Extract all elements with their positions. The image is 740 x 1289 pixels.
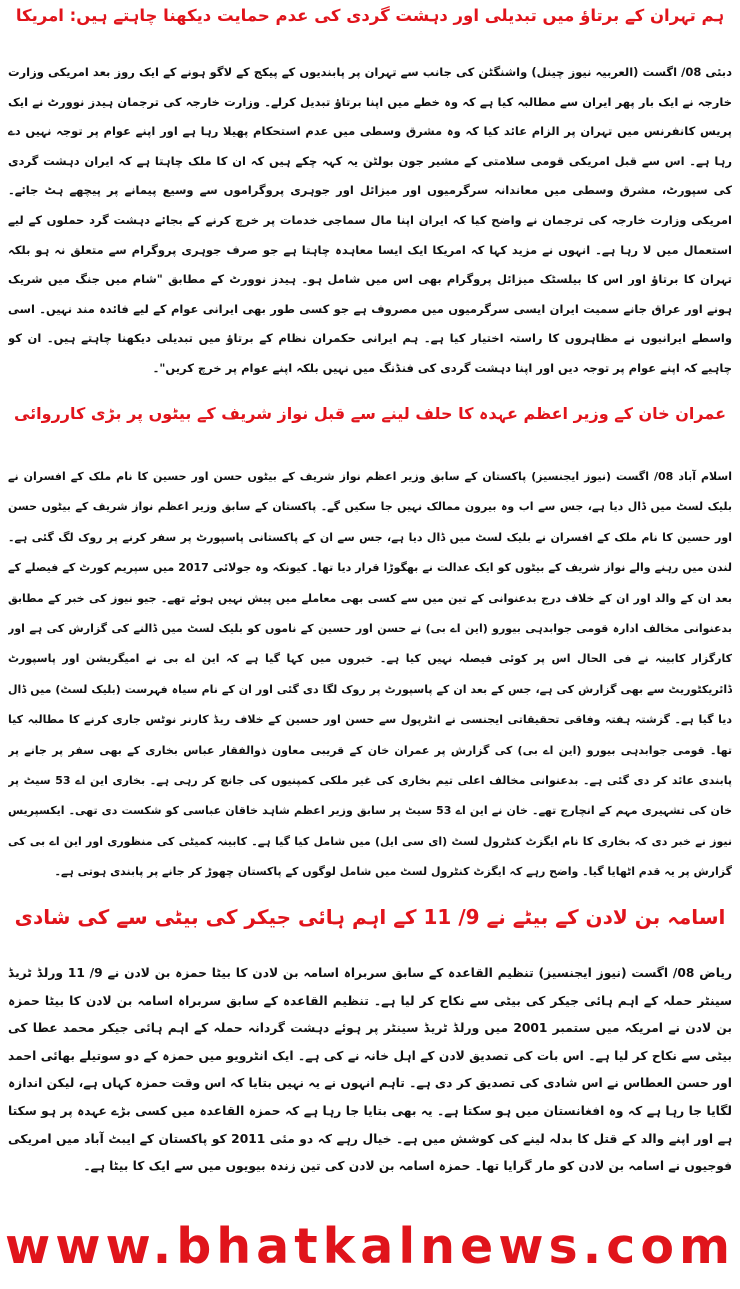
headline-bin-laden-son: اسامہ بن لادن کے بیٹے نے 9/ 11 کے اہم ہائی جیکر کی بیٹی سے کی شادی xyxy=(14,905,726,929)
article-body-iran: دبئی 08/ اگست (العربیہ نیوز چینل) واشنگٹن کی جانب سے تہران پر پابندیوں کے پیکج کے لاگو ہونے کے ایک روز بعد امریکی وزارت خارجہ نے ایک بار پھر ایران سے مطالبہ کیا ہے کہ وہ خطے میں اپنا برتاؤ تبدیل کرلے۔ وزارت خارجہ کی ترجمان ہیدز نوورٹ نے ایک پریس کانفرنس میں تہران پر الزام عائد کیا کہ وہ مشرق وسطی میں عدم استحکام پھیلا رہا ہے اور اپنے عوام پر توجہ نہیں دے رہا ہے۔ اس سے قبل امریکی قومی سلامتی کے مشیر جون بولٹن یہ کہہ چکے ہیں کہ ان کا ملک چاہتا ہے کہ ایران دہشت گردی کی سپورٹ، مشرق وسطی میں معاندانہ سرگرمیوں اور میزائل اور جوہری پروگراموں سے وسیع پیمانے پر پیچھے ہٹ جائے۔ امریکی وزارت خارجہ کی ترجمان نے واضح کیا کہ ایران اپنا مال سماجی خدمات پر خرچ کرنے کے بجائے دہشت گرد حملوں کے لیے استعمال میں لا رہا ہے۔ انہوں نے مزید کہا کہ امریکا ایک ایسا معاہدہ چاہتا ہے جو صرف جوہری پروگرام سے متعلق نہ ہو بلکہ تہران کا برتاؤ اور اس کا بیلسٹک میزائل پروگرام بھی اس میں شامل ہو۔ ہیدز نوورٹ کے مطابق "شام میں جنگ میں شریک ہونے اور عراق جانے سمیت ایران ایسی سرگرمیوں میں مصروف ہے جو کسی طور بھی ایرانی عوام کے لیے فائدہ مند نہیں۔ اسی واسطے ایرانیوں نے مظاہروں کا راستہ اختیار کیا ہے۔ ہم ایرانی حکمران نظام کے برتاؤ میں تبدیلی دیکھنا چاہتے ہیں۔ ان کو چاہیے کہ اپنے عوام پر توجہ دیں اور اپنا دہشت گردی کی فنڈنگ میں نہیں بلکہ اپنے عوام پر خرچ کریں"۔ xyxy=(8,65,732,375)
article-body-hamza-bin-laden: ریاض 08/ اگست (نیوز ایجنسیز) تنظیم القاعدہ کے سابق سربراہ اسامہ بن لادن کا بیٹا حمزہ بن لادن نے 9/ 11 ورلڈ ٹریڈ سینٹر حملہ کے اہم ہائی جیکر کی بیٹی سے نکاح کر لیا ہے۔ تنظیم القاعدہ کے سابق سربراہ اسامہ بن لادن کا بیٹا حمزہ بن لادن نے امریکہ میں ستمبر 2001 میں ورلڈ ٹریڈ سینٹر پر ہوئے دہشت گردانہ حملہ کے اہم ہائی جیکر محمد عطا کی بیٹی سے نکاح کر لیا ہے۔ اس بات کی تصدیق لادن کے اہل خانہ نے کی ہے۔ ایک انٹرویو میں حمزہ کے دو سوتیلے بھائی احمد اور حسن العطاس نے اس شادی کی تصدیق کر دی ہے۔ تاہم انہوں نے یہ نہیں بتایا کہ اس وقت حمزہ کہاں ہے، لیکن اندازہ لگایا جا رہا ہے کہ وہ افغانستان میں ہو سکتا ہے۔ یہ بھی بتایا جا رہا ہے کہ حمزہ القاعدہ میں کسی بڑے عہدہ پر ہو سکتا ہے اور اپنے والد کے قتل کا بدلہ لینے کی کوشش میں ہے۔ خیال رہے کہ دو مئی 2011 کو پاکستان کے ایبٹ آباد میں امریکی فوجیوں نے اسامہ بن لادن کو مار گرایا تھا۔ حمزہ اسامہ بن لادن کی تین زندہ بیویوں میں سے ایک کا بیٹا ہے۔ xyxy=(8,966,732,1174)
headline-imran-khan: عمران خان کے وزیر اعظم عہدہ کا حلف لینے سے قبل نواز شریف کے بیٹوں پر بڑی کارروائی xyxy=(13,404,727,423)
website-watermark: www.bhatkalnews.com xyxy=(4,1218,736,1275)
headline-iran: ہم تہران کے برتاؤ میں تبدیلی اور دہشت گردی کی عدم حمایت دیکھنا چاہتے ہیں: امریکا xyxy=(15,6,725,25)
article-body-nawaz-sharif-sons: اسلام آباد 08/ اگست (نیوز ایجنسیز) پاکستان کے سابق وزیر اعظم نواز شریف کے بیٹوں حسن اور حسین کا نام ملک کے افسران نے بلیک لسٹ میں ڈال دیا ہے، جس سے اب وہ بیرون ممالک نہیں جا سکیں گے۔ پاکستان کے سابق وزیر اعظم نواز شریف کے بیٹوں حسن اور حسین کا نام ملک کے افسران نے بلیک لسٹ میں ڈال دیا ہے، جس سے ان کے پاکستانی پاسپورٹ پر سفر کرنے پر روک لگ گئی ہے۔ لندن میں رہنے والے نواز شریف کے بیٹوں کو ایک عدالت نے بھگوڑا قرار دیا تھا۔ کیونکہ وہ جولائی 2017 میں سپریم کورٹ کے فیصلے کے بعد ان کے والد اور ان کے خلاف درج بدعنوانی کے تین میں سے کسی بھی معاملے میں پیش نہیں ہوئے تھے۔ جیو نیوز کی خبر کے مطابق بدعنوانی مخالف ادارہ قومی جوابدہی بیورو (این اے بی) نے حسن اور حسین کے ناموں کو بلیک لسٹ میں ڈالنے کی گزارش کی ہے اور کارگزار کابینہ نے فی الحال اس پر کوئی فیصلہ نہیں کیا ہے۔ خبروں میں کہا گیا ہے کہ این اے بی نے امیگریشن اور پاسپورٹ ڈائریکٹوریٹ سے بھی گزارش کی ہے، جس کے بعد ان کے پاسپورٹ پر روک لگا دی گئی اور ان کے نام سیاہ فہرست (بلیک لسٹ) میں ڈال دیا گیا ہے۔ گزشتہ ہفتہ وفاقی تحقیقاتی ایجنسی نے انٹرپول سے حسن اور حسین کے خلاف ریڈ کارنر نوٹس جاری کرنے کا مطالبہ کیا تھا۔ قومی جوابدہی بیورو (این اے بی) کی گزارش پر عمران خان کے قریبی معاون ذوالفقار عباس بخاری کے بھی سفر پر جانے پر پابندی عائد کر دی گئی ہے۔ بدعنوانی مخالف اعلی تیم بخاری کی غیر ملکی کمپنیوں کی جانچ کر رہی ہے۔ بخاری این اے 53 سیٹ پر خان کی تشہیری مہم کے انچارج تھے۔ خان نے این اے 53 سیٹ پر سابق وزیر اعظم شاہد خاقان عباسی کو شکست دی تھی۔ ایکسپریس نیوز نے خبر دی کہ بخاری کا نام ایگزٹ کنٹرول لسٹ (ای سی ایل) میں شامل کیا گیا ہے۔ کابینہ کمیٹی کی منظوری اور این اے بی کی گزارش پر یہ قدم اٹھایا گیا۔ واضح رہے کہ ایگزٹ کنٹرول لسٹ میں شامل لوگوں کے پاکستان چھوڑ کر جانے پر پابندی ہوتی ہے۔ xyxy=(8,470,732,879)
